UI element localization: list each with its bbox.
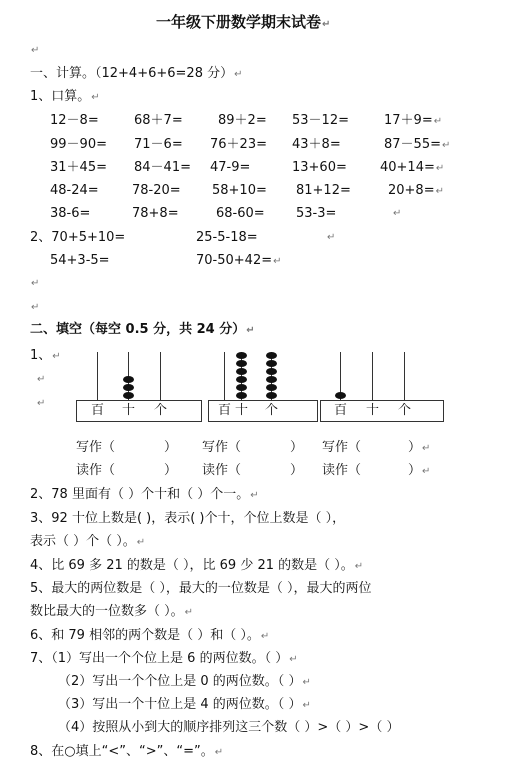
abacus-bead [236,392,247,399]
abacus-bead [123,384,134,391]
oral-problem: 84－41= [134,160,191,175]
abacus-bead [266,384,277,391]
close-paren: ）↵ [408,463,431,478]
place-value-label: 个 [154,403,168,418]
oral-problem: 58+10= [212,183,267,198]
place-value-label: 百 [334,403,348,418]
oral-problem: 48-24= [50,183,99,198]
read-as-3: 读作（ [322,463,362,478]
abacus-bead [236,352,247,359]
mixed-calc-4: 70-50+42=↵ [196,253,282,268]
abacus-bead [236,360,247,367]
oral-problem: 12－8= [50,113,99,128]
abacus-rod [160,352,161,400]
oral-problem: 40+14=↵ [380,160,445,175]
question-2: 2、78 里面有（ ）个十和（ ）个一。↵ [30,487,259,502]
place-value-label: 个 [398,403,412,418]
paragraph-mark: ↵ [327,232,336,243]
abacus-bead [335,392,346,399]
close-paren: ） [290,440,304,455]
paragraph-mark: ↵ [31,302,40,313]
place-value-label: 百 [91,403,105,418]
section2-heading: 二、填空（每空 0.5 分，共 24 分）↵ [30,322,255,337]
oral-problem: 99－90= [50,137,107,152]
question-8: 8、在○填上“<”、“>”、“=”。↵ [30,744,224,759]
oral-problem: 76＋23= [210,137,267,152]
question-3-line2: 表示（ ）个（ ）。↵ [30,534,146,549]
question-7-4: （4）按照从小到大的顺序排列这三个数（ ）>（ ）>（ ） [58,720,400,735]
oral-problem: 31＋45= [50,160,107,175]
close-paren: ）↵ [408,440,431,455]
paragraph-mark: ↵ [31,278,40,289]
oral-problem: 43＋8= [292,137,341,152]
abacus-bead [266,376,277,383]
abacus-rod [372,352,373,400]
oral-problem: 81+12= [296,183,351,198]
read-as-2: 读作（ [202,463,242,478]
abacus-bead [236,384,247,391]
question-7-2: （2）写出一个个位上是 0 的两位数。（ ）↵ [58,674,311,689]
abacus-bead [236,368,247,375]
paragraph-mark: ↵ [31,45,40,56]
abacus-bead [266,368,277,375]
question-1-label: 1、↵ [30,348,61,363]
oral-problem: 38-6= [50,206,91,221]
place-value-label: 十 [122,403,136,418]
abacus-bead [266,360,277,367]
oral-problem: 20+8=↵ [388,183,444,198]
question-4: 4、比 69 多 21 的数是（ ），比 69 少 21 的数是（ ）。↵ [30,558,364,573]
oral-problem: 71－6= [134,137,183,152]
write-as-3: 写作（ [322,440,362,455]
oral-problem: 68-60= [216,206,265,221]
write-as-1: 写作（ [76,440,116,455]
question-3-line1: 3、92 十位上数是( )，表示( )个十，个位上数是（ ）， [30,511,346,526]
paragraph-mark: ↵ [37,398,46,409]
close-paren: ） [164,440,178,455]
abacus-rod [224,352,225,400]
oral-problem: 17＋9=↵ [384,113,443,128]
section1-heading: 一、计算。（12+4+6+6=28 分）↵ [30,66,243,81]
oral-problem: 13+60= [292,160,347,175]
place-value-label: 个 [265,403,279,418]
oral-problem: 47-9= [210,160,251,175]
read-as-1: 读作（ [76,463,116,478]
abacus-bead [236,376,247,383]
abacus-bead [266,392,277,399]
place-value-label: 十 [366,403,380,418]
question-5-line2: 数比最大的一位数多（ ）。↵ [30,604,194,619]
oral-problem: 78-20= [132,183,181,198]
mixed-calc-1: 2、70+5+10= [30,230,126,245]
oral-calc-heading: 1、口算。↵ [30,89,100,104]
abacus-bead [123,392,134,399]
oral-problem: 68＋7= [134,113,183,128]
question-7-3: （3）写出一个十位上是 4 的两位数。（ ）↵ [58,697,311,712]
close-paren: ） [290,463,304,478]
abacus-bead [123,376,134,383]
abacus-rod [404,352,405,400]
mixed-calc-2: 25-5-18= [196,230,258,245]
question-7-1: 7、（1）写出一个个位上是 6 的两位数。（ ）↵ [30,651,298,666]
abacus-rod [97,352,98,400]
question-6: 6、和 79 相邻的两个数是（ ）和（ ）。↵ [30,628,270,643]
question-5-line1: 5、最大的两位数是（ ），最大的一位数是（ ），最大的两位 [30,581,372,596]
oral-problem: 87－55=↵ [384,137,451,152]
oral-problem: 78+8= [132,206,179,221]
page-title: 一年级下册数学期末试卷↵ [156,13,331,31]
oral-problem: 89＋2= [218,113,267,128]
paragraph-mark: ↵ [393,208,402,219]
abacus-bead [266,352,277,359]
place-value-label: 十 [235,403,249,418]
close-paren: ） [164,463,178,478]
mixed-calc-3: 54+3-5= [50,253,110,268]
write-as-2: 写作（ [202,440,242,455]
oral-problem: 53-3= [296,206,337,221]
place-value-label: 百 [218,403,232,418]
paragraph-mark: ↵ [37,374,46,385]
oral-problem: 53－12= [292,113,349,128]
